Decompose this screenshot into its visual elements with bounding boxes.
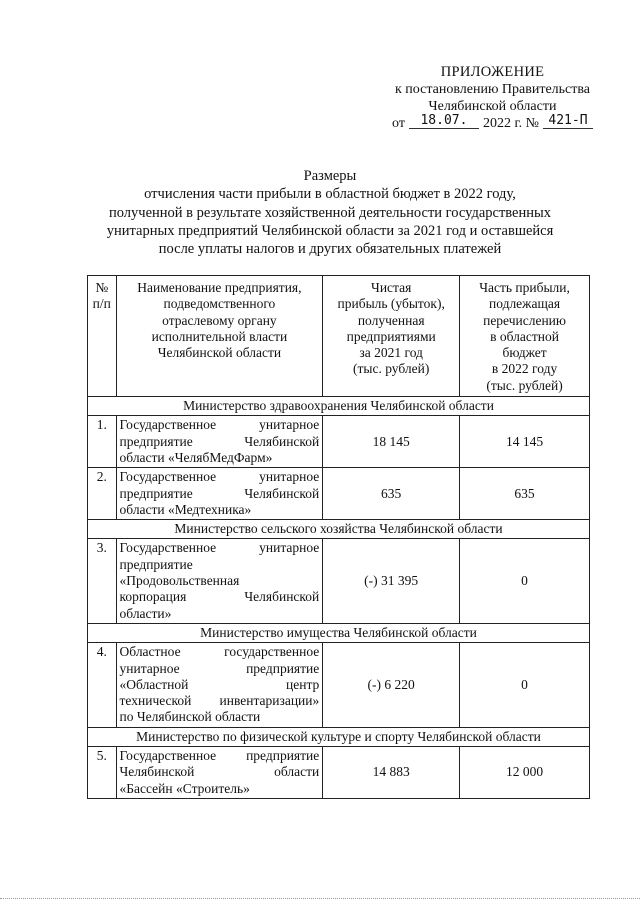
header-share-line: в 2022 году [491,361,558,377]
appendix-line-2: Челябинской области [428,99,557,114]
header-profit-line: предприятиями [346,328,436,344]
scan-edge-line [0,898,640,899]
enterprise-name-line: «Областной центр [119,676,320,692]
enterprise-name-line: предприятие Челябинской [119,433,320,449]
net-profit-value: (-) 31 395 [323,539,460,623]
section-title: Министерство по физической культуре и спорту Челябинской области [88,727,590,746]
profit-share-value: 635 [460,468,590,520]
header-num [88,276,117,397]
title-line-4: унитарных предприятий Челябинской области за 2021 год и оставшейся [106,222,554,239]
enterprise-name-line: корпорация Челябинской [119,589,320,605]
net-profit-value: 18 145 [323,416,460,468]
header-profit-line: полученная [357,312,425,328]
header-share-line: в областной [490,328,559,344]
table-body [88,397,590,799]
row-number: 4. [88,643,117,727]
profit-share-value: 0 [460,643,590,727]
handwritten-date: 18.07. [409,114,479,129]
header-profit-line: (тыс. рублей) [353,361,430,377]
enterprise-name-line: Государственное предприятие [119,748,320,764]
table-row [88,643,590,727]
header-share-line: перечислению [483,312,566,328]
enterprise-name-line: по Челябинской области [119,709,261,725]
appendix-line-1: к постановлению Правительства [394,82,591,97]
header-name-line: подведомственного [163,296,276,312]
enterprise-name [116,747,323,799]
from-label: от [392,116,405,131]
enterprise-name [116,539,323,623]
row-number: 2. [88,468,117,520]
header-name-line: отраслевому органу [162,312,277,328]
header-name-line: Челябинской области [157,345,282,361]
table-row [88,468,590,520]
table-row [88,747,590,799]
section-row [88,727,590,746]
net-profit-value: 635 [323,468,460,520]
title-line-1: Размеры [303,168,357,184]
row-number: 1. [88,416,117,468]
enterprise-name [116,416,323,468]
enterprise-name-line: области «Медтехника» [119,501,252,517]
section-title: Министерство сельского хозяйства Челябинской области [88,520,590,539]
appendix-title: ПРИЛОЖЕНИЕ [440,64,545,80]
header-share [460,276,590,397]
row-number: 5. [88,747,117,799]
table-row [88,539,590,623]
profit-share-value: 0 [460,539,590,623]
header-share-line: подлежащая [488,296,561,312]
enterprise-name-line: «Бассейн «Строитель» [119,780,250,796]
enterprise-name-line: области «ЧелябМедФарм» [119,449,273,465]
enterprise-name-line: Государственное унитарное [119,540,320,556]
enterprise-name-line: Государственное унитарное [119,469,320,485]
enterprise-name [116,643,323,727]
enterprise-name-line: Челябинской области [119,764,320,780]
header-num-line: № [95,280,109,295]
table-row [88,416,590,468]
decree-reference [380,115,605,132]
header-name-line: Наименование предприятия, [137,280,302,295]
header-profit-line: Чистая [371,280,412,295]
header-profit [323,276,460,397]
enterprise-name-line: «Продовольственная [119,573,240,589]
enterprise-name-line: предприятие [119,556,193,572]
profit-share-value: 14 145 [460,416,590,468]
row-number: 3. [88,539,117,623]
header-share-line: Часть прибыли, [479,280,570,295]
header-profit-line: прибыль (убыток), [337,296,445,312]
header-name-line: исполнительной власти [151,328,288,344]
table-header-row [88,276,590,397]
enterprise-name-line: Областное государственное [119,644,320,660]
enterprise-name [116,468,323,520]
section-row [88,397,590,416]
handwritten-number: 421-П [543,114,593,129]
section-row [88,623,590,642]
title-line-2: отчисления части прибыли в областной бюджет в 2022 году, [144,186,516,203]
title-line-5: после уплаты налогов и других обязательных платежей [158,241,502,258]
profit-share-value: 12 000 [460,747,590,799]
document-title [80,167,580,258]
header-share-line: бюджет [502,345,547,361]
enterprise-name-line: унитарное предприятие [119,660,320,676]
year-number-label: 2022 г. № [482,116,539,131]
enterprise-name-line: области» [119,605,172,621]
header-profit-line: за 2021 год [359,345,423,361]
header-name [116,276,323,397]
enterprise-name-line: Государственное унитарное [119,417,320,433]
section-title: Министерство имущества Челябинской области [88,623,590,642]
net-profit-value: (-) 6 220 [323,643,460,727]
profit-table [87,275,590,799]
enterprise-name-line: предприятие Челябинской [119,485,320,501]
appendix-header [380,64,605,132]
net-profit-value: 14 883 [323,747,460,799]
section-row [88,520,590,539]
section-title: Министерство здравоохранения Челябинской области [88,397,590,416]
title-line-3: полученной в результате хозяйственной деятельности государственных [108,204,551,221]
header-share-line: (тыс. рублей) [486,377,563,393]
header-num-line: п/п [92,296,111,312]
enterprise-name-line: технической инвентаризации» [119,693,320,709]
